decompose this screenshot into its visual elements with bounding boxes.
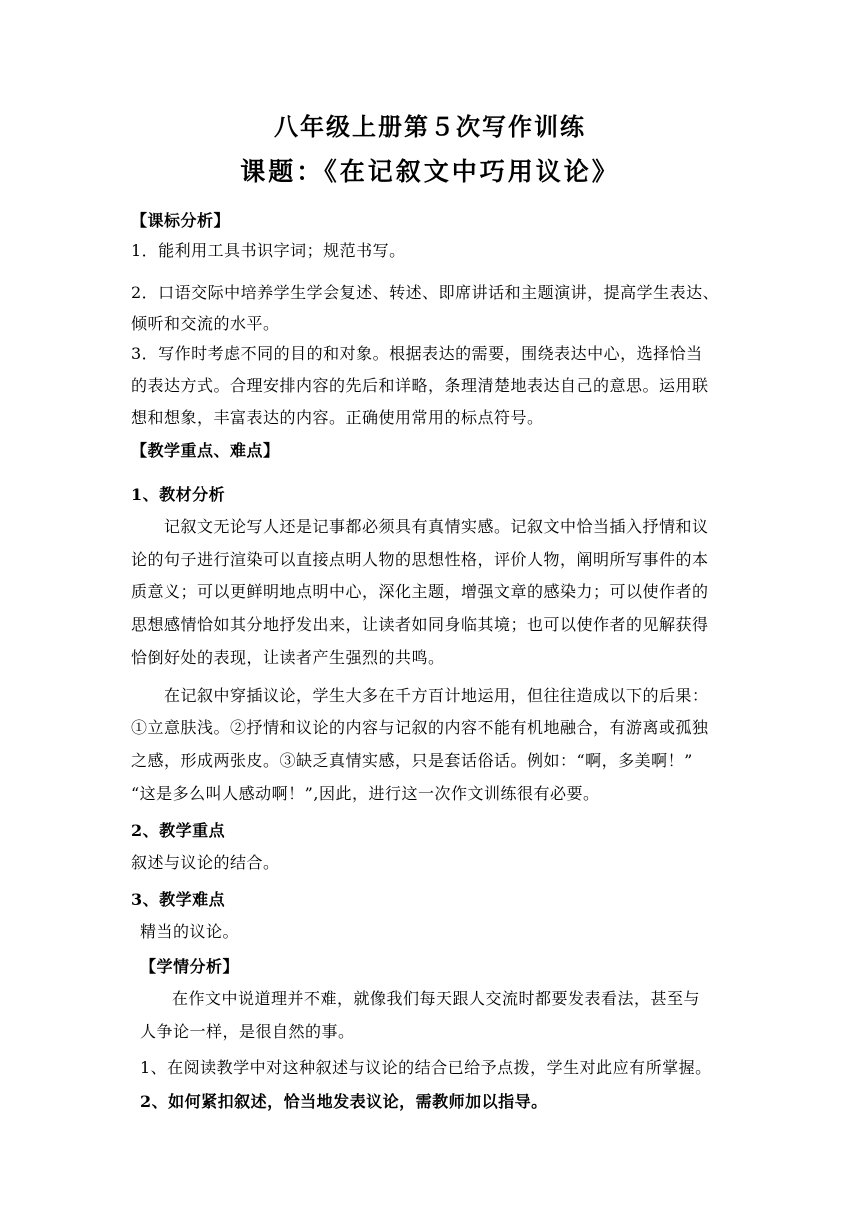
section-heading-key-points: 【教学重点、难点】 [131,441,280,460]
curriculum-item-2-line-1: 2．口语交际中培养学生学会复述、转述、即席讲话和主题演讲，提高学生表达、 [131,283,720,302]
curriculum-item-3-line-2: 的表达方式。合理安排内容的先后和详略，条理清楚地表达自己的意思。运用联 [131,376,709,395]
subheading-material-analysis: 1、教材分析 [131,485,226,504]
paragraph-2-line-1: 在记叙中穿插议论，学生大多在千方百计地运用，但往往造成以下的后果： [164,686,709,705]
paragraph-1-line-1: 记叙文无论写人还是记事都必须具有真情实感。记叙文中恰当插入抒情和议 [164,517,709,536]
section-heading-curriculum: 【课标分析】 [131,211,231,230]
section-heading-student-analysis: 【学情分析】 [140,957,240,976]
teaching-difficulty-text: 精当的议论。 [140,922,240,941]
paragraph-3-line-2: 人争论一样，是很自然的事。 [140,1022,355,1041]
subheading-teaching-focus: 2、教学重点 [131,821,226,840]
paragraph-2-line-2: ①立意肤浅。②抒情和议论的内容与记叙的内容不能有机地融合，有游离或孤独 [131,718,709,737]
paragraph-2-line-3: 之感，形成两张皮。③缺乏真情实感，只是套话俗话。例如：“啊，多美啊！” [131,751,693,770]
document-title: 八年级上册第５次写作训练 [274,112,586,141]
teaching-focus-text: 叙述与议论的结合。 [131,853,280,872]
curriculum-item-3-line-3: 想和想象，丰富表达的内容。正确使用常用的标点符号。 [131,408,544,427]
student-analysis-item-2: 2、如何紧扣叙述，恰当地发表议论，需教师加以指导。 [140,1092,548,1111]
curriculum-item-1: 1．能利用工具书识字词；规范书写。 [131,241,406,260]
lesson-topic-title: 课题：《在记叙文中巧用议论》 [240,157,620,186]
paragraph-1-line-2: 论的句子进行渲染可以直接点明人物的思想性格，评价人物，阐明所写事件的本 [131,550,709,569]
paragraph-2-line-4: “这是多么叫人感动啊！”,因此，进行这一次作文训练很有必要。 [131,784,600,803]
paragraph-3-line-1: 在作文中说道理并不难，就像我们每天跟人交流时都要发表看法，甚至与 [172,989,701,1008]
curriculum-item-3-line-1: 3．写作时考虑不同的目的和对象。根据表达的需要，围绕表达中心，选择恰当 [131,344,703,363]
paragraph-1-line-5: 恰倒好处的表现，让读者产生强烈的共鸣。 [131,648,445,667]
paragraph-1-line-4: 思想感情恰如其分地抒发出来，让读者如同身临其境；也可以使作者的见解获得 [131,615,709,634]
curriculum-item-2-line-2: 倾听和交流的水平。 [131,314,280,333]
paragraph-1-line-3: 质意义；可以更鲜明地点明中心，深化主题，增强文章的感染力；可以使作者的 [131,582,709,601]
student-analysis-item-1: 1、在阅读教学中对这种叙述与议论的结合已给予点拨，学生对此应有所掌握。 [140,1058,712,1077]
subheading-teaching-difficulty: 3、教学难点 [131,890,226,909]
